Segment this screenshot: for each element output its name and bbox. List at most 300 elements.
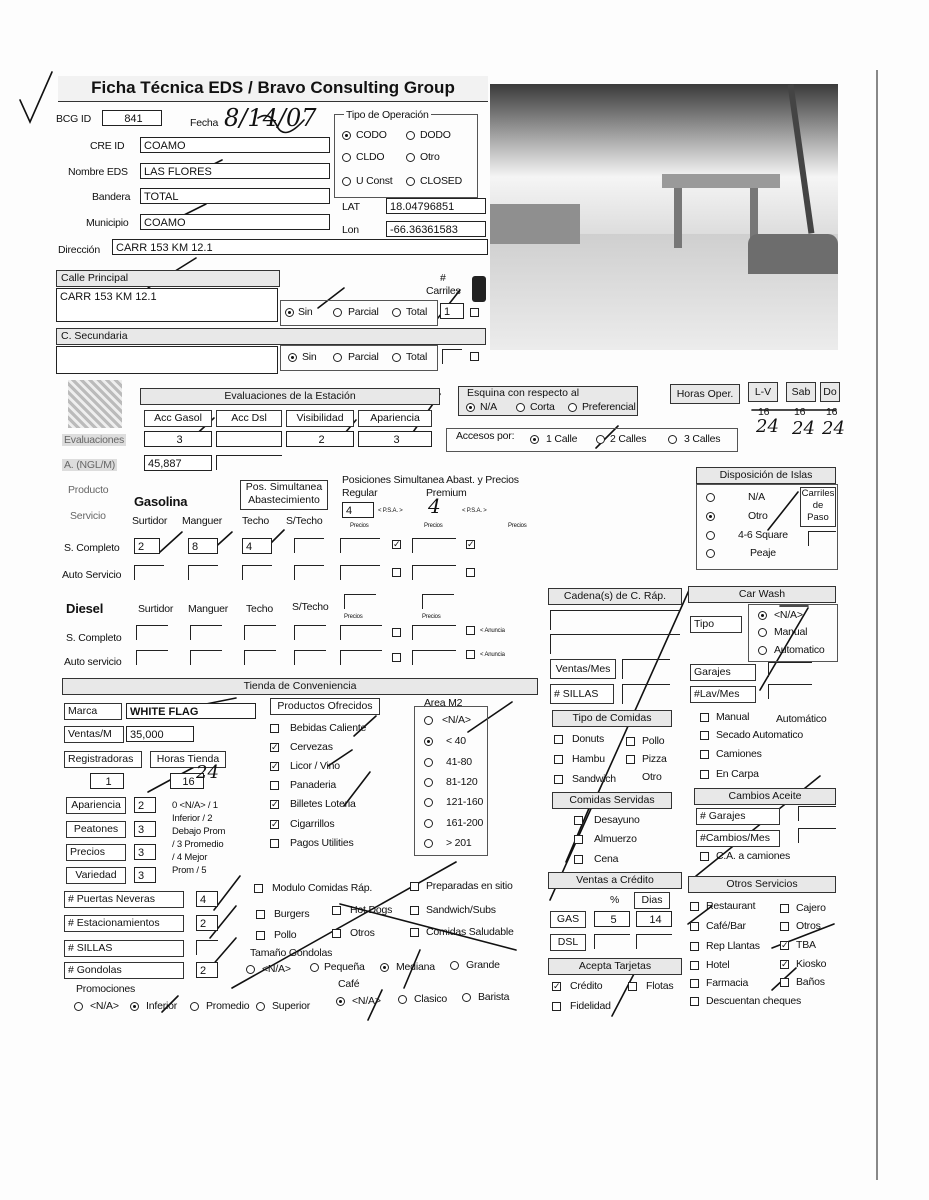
prod-cigarrillos-label: Cigarrillos bbox=[290, 818, 335, 830]
esquina-na-radio[interactable] bbox=[466, 403, 475, 412]
area-41-radio[interactable] bbox=[424, 758, 433, 767]
closed-radio[interactable] bbox=[406, 177, 415, 186]
promo-inferior-radio[interactable] bbox=[130, 1002, 139, 1011]
horas-sab-header: Sab bbox=[786, 382, 816, 402]
premium-label: Premium bbox=[426, 487, 467, 499]
gas-sc-premium[interactable] bbox=[412, 538, 456, 553]
otros-tba-check[interactable]: ✓ bbox=[781, 940, 789, 950]
cw-camiones-label: Camiones bbox=[716, 748, 762, 760]
calle-secundaria-header: C. Secundaria bbox=[56, 328, 486, 345]
horas-lv-value[interactable]: 16 bbox=[758, 406, 770, 418]
esquina-corta-radio[interactable] bbox=[516, 403, 525, 412]
otros-banos-check[interactable] bbox=[780, 978, 789, 987]
secundaria-sin-radio[interactable] bbox=[288, 353, 297, 362]
tam-mediana-radio[interactable] bbox=[380, 963, 389, 972]
dsl-precios-label-2: Precios bbox=[422, 614, 441, 620]
prod-billetes-check[interactable]: ✓ bbox=[271, 799, 279, 809]
area-na-radio[interactable] bbox=[424, 716, 433, 725]
horas-lv-handwritten: 24 bbox=[756, 416, 779, 437]
carwash-lav-field[interactable] bbox=[768, 684, 812, 699]
aceite-cambios-field[interactable] bbox=[798, 828, 836, 843]
prod-bebidas-check[interactable] bbox=[270, 724, 279, 733]
cafe-barista-radio[interactable] bbox=[462, 993, 471, 1002]
producto-label: Producto bbox=[68, 484, 109, 496]
otros-cajero-label: Cajero bbox=[796, 902, 826, 914]
carwash-na-label: <N/A> bbox=[774, 609, 803, 621]
calle-principal-field[interactable]: CARR 153 KM 12.1 bbox=[56, 288, 278, 322]
gas-credito-dias[interactable]: 14 bbox=[636, 911, 672, 927]
prod-licor-label: Licor / Vino bbox=[290, 760, 340, 772]
tarjeta-fidelidad-check[interactable] bbox=[552, 1002, 561, 1011]
islas-square-label: 4-6 Square bbox=[738, 529, 788, 541]
estac-field[interactable]: 2 bbox=[196, 915, 218, 931]
dsl-sc-price1[interactable] bbox=[340, 625, 382, 640]
dsl-manguer-col: Manguer bbox=[188, 603, 229, 615]
cadena-field-2[interactable] bbox=[550, 634, 680, 654]
evaluaciones-header: Evaluaciones de la Estación bbox=[140, 388, 440, 405]
islas-carriles-field[interactable] bbox=[808, 531, 836, 546]
otro-cadena-label: Otro bbox=[642, 771, 662, 783]
pollo-tienda-label: Pollo bbox=[274, 929, 297, 941]
islas-header: Disposición de Islas bbox=[696, 467, 836, 484]
area-81-radio[interactable] bbox=[424, 778, 433, 787]
accesos-1calle-radio[interactable] bbox=[530, 435, 539, 444]
otros-otros-check[interactable] bbox=[780, 922, 789, 931]
dsl-as-anuncia-check[interactable] bbox=[466, 650, 475, 659]
dsl-as-manguer[interactable] bbox=[190, 650, 222, 665]
acc-dsl-field[interactable] bbox=[216, 431, 282, 447]
prod-panaderia-check[interactable] bbox=[270, 781, 279, 790]
area-161-radio[interactable] bbox=[424, 819, 433, 828]
otros-restaurant-check[interactable] bbox=[690, 902, 699, 911]
adt-extra-field[interactable] bbox=[216, 455, 282, 470]
pollo-cadena-check[interactable] bbox=[626, 737, 635, 746]
carwash-header: Car Wash bbox=[688, 586, 836, 603]
tarjeta-credito-check[interactable]: ✓ bbox=[553, 981, 561, 991]
marca-field[interactable]: WHITE FLAG bbox=[126, 703, 256, 719]
hambu-check[interactable] bbox=[554, 755, 563, 764]
dsl-sc-anuncia-check[interactable] bbox=[466, 626, 475, 635]
logo-thumbnail bbox=[68, 380, 122, 428]
cldo-radio[interactable] bbox=[342, 153, 351, 162]
secundaria-extra-check[interactable] bbox=[470, 352, 479, 361]
productos-header: Productos Ofrecidos bbox=[270, 698, 380, 715]
dsl-autoservicio-label: Auto servicio bbox=[64, 656, 122, 668]
islas-otro-radio[interactable] bbox=[706, 512, 715, 521]
pizza-label: Pizza bbox=[642, 753, 667, 765]
carriles-secundaria-field[interactable] bbox=[442, 349, 462, 364]
carwash-auto-radio[interactable] bbox=[758, 646, 767, 655]
otro-op-radio[interactable] bbox=[406, 153, 415, 162]
puertas-field[interactable]: 4 bbox=[196, 891, 218, 907]
otros-cajero-check[interactable] bbox=[780, 904, 789, 913]
promo-superior-label: Superior bbox=[272, 1000, 311, 1012]
carriles-principal-field[interactable]: 1 bbox=[440, 303, 464, 319]
gas-manguer-col: Manguer bbox=[182, 515, 223, 527]
gas-sc-check2[interactable]: ✓ bbox=[467, 539, 475, 549]
gas-as-check1[interactable] bbox=[392, 568, 401, 577]
otros-llantas-label: Rep Llantas bbox=[706, 940, 760, 952]
cw-manual-label: Manual bbox=[716, 711, 750, 723]
gas-as-techo[interactable] bbox=[242, 565, 272, 580]
gas-sc-manguer[interactable]: 8 bbox=[188, 538, 218, 554]
dsl-as-surtidor[interactable] bbox=[136, 650, 168, 665]
precios-tienda-field[interactable]: 3 bbox=[134, 844, 156, 860]
cafe-na-radio[interactable] bbox=[336, 997, 345, 1006]
precios-tienda-label: Precios bbox=[66, 844, 126, 861]
carwash-garajes-field[interactable] bbox=[768, 662, 812, 677]
tipo-operacion-title: Tipo de Operación bbox=[346, 109, 429, 121]
secundaria-parcial-label: Parcial bbox=[348, 351, 379, 363]
bandera-field[interactable]: TOTAL bbox=[140, 188, 330, 204]
cena-check[interactable] bbox=[574, 855, 583, 864]
registradoras-field[interactable]: 1 bbox=[90, 773, 124, 789]
otros-hotel-label: Hotel bbox=[706, 959, 730, 971]
dsl-sc-check1[interactable] bbox=[392, 628, 401, 637]
prod-pagos-label: Pagos Utilities bbox=[290, 837, 354, 849]
nombre-eds-field[interactable]: LAS FLORES bbox=[140, 163, 330, 179]
cre-id-field[interactable]: COAMO bbox=[140, 137, 330, 153]
legend-line-3: Debajo Prom bbox=[172, 826, 226, 837]
esquina-preferencial-radio[interactable] bbox=[568, 403, 577, 412]
area-201-radio[interactable] bbox=[424, 839, 433, 848]
otros-restaurant-label: Restaurant bbox=[706, 900, 756, 912]
horas-tienda-handwritten: 24 bbox=[196, 762, 219, 783]
visibilidad-header: Visibilidad bbox=[286, 410, 354, 427]
dsl-sc-anuncia-label: < Anuncia bbox=[480, 628, 505, 634]
horas-dom-value[interactable]: 16 bbox=[826, 406, 838, 418]
cadena-ventas-field[interactable] bbox=[622, 659, 670, 679]
dsl-sc-surtidor[interactable] bbox=[136, 625, 168, 640]
islas-square-radio[interactable] bbox=[706, 531, 715, 540]
otros-cheques-label: Descuentan cheques bbox=[706, 995, 802, 1007]
cadena-header: Cadena(s) de C. Ráp. bbox=[548, 588, 682, 605]
promo-promedio-label: Promedio bbox=[206, 1000, 250, 1012]
fecha-handwritten: 8/14/07 bbox=[224, 104, 317, 132]
uconst-label: U Const bbox=[356, 175, 393, 187]
premium-psa-label: < P.S.A. > bbox=[462, 508, 487, 514]
tam-grande-radio[interactable] bbox=[450, 961, 459, 970]
bcg-id-field[interactable]: 841 bbox=[102, 110, 162, 126]
aceite-cambios-label: #Cambios/Mes bbox=[696, 830, 780, 847]
gas-autoservicio-label: Auto Servicio bbox=[62, 569, 122, 581]
dsl-as-price1[interactable] bbox=[340, 650, 382, 665]
horas-tienda-field[interactable]: 16 bbox=[170, 773, 204, 789]
codo-radio[interactable] bbox=[342, 131, 351, 140]
gondolas-label: # Gondolas bbox=[64, 962, 184, 979]
modulo-check[interactable] bbox=[254, 884, 263, 893]
closed-label: CLOSED bbox=[420, 175, 462, 187]
otros-tienda-check[interactable] bbox=[332, 929, 341, 938]
area-na-label: <N/A> bbox=[442, 714, 471, 726]
cafe-clasico-radio[interactable] bbox=[398, 995, 407, 1004]
donuts-label: Donuts bbox=[572, 733, 605, 745]
legend-line-4: / 3 Promedio bbox=[172, 839, 224, 850]
uconst-radio[interactable] bbox=[342, 177, 351, 186]
legend-line-1: 0 <N/A> / 1 bbox=[172, 800, 218, 811]
lon-field[interactable]: -66.36361583 bbox=[386, 221, 486, 237]
aceite-garajes-field[interactable] bbox=[798, 806, 836, 821]
promo-na-label: <N/A> bbox=[90, 1000, 119, 1012]
tarjeta-fidelidad-label: Fidelidad bbox=[570, 1000, 611, 1012]
gondolas-field[interactable]: 2 bbox=[196, 962, 218, 978]
dsl-price1-field[interactable] bbox=[344, 594, 376, 609]
islas-peaje-radio[interactable] bbox=[706, 549, 715, 558]
prod-licor-check[interactable]: ✓ bbox=[271, 761, 279, 771]
dsl-surtidor-col: Surtidor bbox=[138, 603, 174, 615]
marca-label: Marca bbox=[64, 703, 122, 720]
promo-promedio-radio[interactable] bbox=[190, 1002, 199, 1011]
otros-farmacia-check[interactable] bbox=[690, 979, 699, 988]
promo-inferior-label: Inferior bbox=[146, 1000, 178, 1012]
credito-header: Ventas a Crédito bbox=[548, 872, 682, 889]
dsl-credito-dias[interactable] bbox=[636, 934, 672, 949]
pos-precios-title: Posiciones Simultanea Abast. y Precios bbox=[342, 474, 519, 486]
preparadas-check[interactable] bbox=[410, 882, 419, 891]
promo-na-radio[interactable] bbox=[74, 1002, 83, 1011]
prod-billetes-label: Billetes Loteria bbox=[290, 798, 356, 810]
codo-label: CODO bbox=[356, 129, 387, 141]
principal-parcial-label: Parcial bbox=[348, 306, 379, 318]
dsl-credito-pct[interactable] bbox=[594, 934, 630, 949]
area-121-label: 121-160 bbox=[446, 796, 484, 808]
comidas-servidas-header: Comidas Servidas bbox=[552, 792, 672, 809]
dsl-sc-price2[interactable] bbox=[412, 625, 456, 640]
direccion-field[interactable]: CARR 153 KM 12.1 bbox=[112, 239, 488, 255]
tam-gondolas-title: Tamaño Gondolas bbox=[250, 947, 333, 959]
calle-principal-header: Calle Principal bbox=[56, 270, 280, 287]
aceite-camiones-label: C.A. a camiones bbox=[716, 850, 791, 862]
gas-stecho-col: S/Techo bbox=[286, 515, 323, 527]
horas-sab-value[interactable]: 16 bbox=[794, 406, 806, 418]
ventas-label: Ventas/M bbox=[64, 726, 124, 743]
otros-llantas-check[interactable] bbox=[690, 942, 699, 951]
gas-as-surtidor[interactable] bbox=[134, 565, 164, 580]
precios-label-2: Precios bbox=[424, 523, 443, 529]
carriles-label: Carriles bbox=[426, 285, 461, 297]
apariencia-field[interactable]: 3 bbox=[358, 431, 432, 447]
cw-secado-check[interactable] bbox=[700, 731, 709, 740]
prod-panaderia-label: Panaderia bbox=[290, 779, 337, 791]
gas-sc-stecho[interactable] bbox=[294, 538, 324, 553]
dodo-label: DODO bbox=[420, 129, 451, 141]
calle-secundaria-field[interactable] bbox=[56, 346, 278, 374]
gas-sc-surtidor[interactable]: 2 bbox=[134, 538, 160, 554]
premium-pos-handwritten: 4 bbox=[428, 494, 441, 518]
municipio-label: Municipio bbox=[86, 217, 129, 229]
sandwich-cadena-check[interactable] bbox=[554, 775, 563, 784]
carwash-garajes-label: Garajes bbox=[690, 664, 756, 681]
tarjeta-flotas-check[interactable] bbox=[628, 982, 637, 991]
peatones-field[interactable]: 3 bbox=[134, 821, 156, 837]
precios-label-3: Precios bbox=[508, 523, 527, 529]
acc-dsl-header: Acc Dsl bbox=[216, 410, 282, 427]
cafe-title: Café bbox=[338, 978, 360, 990]
tarjetas-header: Acepta Tarjetas bbox=[548, 958, 682, 975]
secundaria-total-label: Total bbox=[406, 351, 428, 363]
tam-grande-label: Grande bbox=[466, 959, 500, 971]
saludable-check[interactable] bbox=[410, 928, 419, 937]
carwash-na-radio[interactable] bbox=[758, 611, 767, 620]
hotdogs-label: Hot Dogs bbox=[350, 904, 393, 916]
lat-field[interactable]: 18.04796851 bbox=[386, 198, 486, 214]
gas-sc-check1[interactable]: ✓ bbox=[393, 539, 401, 549]
sillas-tienda-field[interactable] bbox=[196, 940, 218, 955]
hambu-label: Hambu bbox=[572, 753, 605, 765]
municipio-field[interactable]: COAMO bbox=[140, 214, 330, 230]
bcg-id-label: BCG ID bbox=[56, 113, 91, 125]
visibilidad-field[interactable]: 2 bbox=[286, 431, 354, 447]
gas-as-regular[interactable] bbox=[340, 565, 380, 580]
islas-carriles-header: Carriles de Paso bbox=[800, 487, 836, 527]
esquina-corta-label: Corta bbox=[530, 401, 555, 413]
gas-as-premium[interactable] bbox=[412, 565, 456, 580]
apariencia-tienda-field[interactable]: 2 bbox=[134, 797, 156, 813]
hotdogs-check[interactable] bbox=[332, 906, 341, 915]
puertas-label: # Puertas Neveras bbox=[64, 891, 184, 908]
tam-pequena-label: Pequeña bbox=[324, 961, 365, 973]
regular-label: Regular bbox=[342, 487, 378, 499]
pollo-tienda-check[interactable] bbox=[256, 931, 265, 940]
accesos-2calles-radio[interactable] bbox=[596, 435, 605, 444]
secundaria-total-radio[interactable] bbox=[392, 353, 401, 362]
gas-as-manguer[interactable] bbox=[188, 565, 218, 580]
dsl-sc-manguer[interactable] bbox=[190, 625, 222, 640]
area-121-radio[interactable] bbox=[424, 798, 433, 807]
principal-parcial-radio[interactable] bbox=[333, 308, 342, 317]
tam-na-radio[interactable] bbox=[246, 965, 255, 974]
cldo-label: CLDO bbox=[356, 151, 385, 163]
cafe-clasico-label: Clasico bbox=[414, 993, 448, 1005]
saludable-label: Comidas Saludable bbox=[426, 926, 514, 938]
peatones-label: Peatones bbox=[66, 821, 126, 838]
legend-line-2: Inferior / 2 bbox=[172, 813, 213, 824]
station-photo bbox=[490, 84, 838, 350]
promociones-title: Promociones bbox=[76, 983, 136, 995]
carwash-tipo-label: Tipo bbox=[690, 616, 742, 633]
area-161-label: 161-200 bbox=[446, 817, 484, 829]
sillas-tienda-label: # SILLAS bbox=[64, 940, 184, 957]
sandwich-check[interactable] bbox=[410, 906, 419, 915]
evaluaciones-row-label: Evaluaciones bbox=[64, 434, 125, 446]
cafe-na-label: <N/A> bbox=[352, 995, 381, 1007]
secundaria-sin-label: Sin bbox=[302, 351, 317, 363]
otros-kiosko-check[interactable]: ✓ bbox=[781, 959, 789, 969]
dodo-radio[interactable] bbox=[406, 131, 415, 140]
otros-cafebar-label: Café/Bar bbox=[706, 920, 746, 932]
servicio-label: Servicio bbox=[70, 510, 106, 522]
precios-label-1: Precios bbox=[350, 523, 369, 529]
otros-hotel-check[interactable] bbox=[690, 961, 699, 970]
islas-na-label: N/A bbox=[748, 491, 765, 503]
traffic-light-icon bbox=[472, 276, 486, 302]
dsl-as-anuncia-label: < Anuncia bbox=[480, 652, 505, 658]
horas-tienda-label: Horas Tienda bbox=[150, 751, 226, 768]
dsl-price2-field[interactable] bbox=[422, 594, 454, 609]
cre-id-label: CRE ID bbox=[90, 140, 125, 152]
tam-pequena-radio[interactable] bbox=[310, 963, 319, 972]
prod-cervezas-check[interactable]: ✓ bbox=[271, 742, 279, 752]
variedad-field[interactable]: 3 bbox=[134, 867, 156, 883]
otros-cafebar-check[interactable] bbox=[690, 922, 699, 931]
otros-cheques-check[interactable] bbox=[690, 997, 699, 1006]
area-lt40-radio[interactable] bbox=[424, 737, 433, 746]
otro-op-label: Otro bbox=[420, 151, 440, 163]
cw-manual-check[interactable] bbox=[700, 713, 709, 722]
principal-sin-radio[interactable] bbox=[285, 308, 294, 317]
almuerzo-check[interactable] bbox=[574, 835, 583, 844]
donuts-check[interactable] bbox=[554, 735, 563, 744]
sandwich-cadena-label: Sandwich bbox=[572, 773, 616, 785]
prod-pagos-check[interactable] bbox=[270, 839, 279, 848]
modulo-label: Modulo Comidas Ráp. bbox=[272, 882, 373, 894]
principal-total-radio[interactable] bbox=[392, 308, 401, 317]
accesos-3calles-label: 3 Calles bbox=[684, 433, 721, 445]
horas-dom-handwritten: 24 bbox=[822, 418, 845, 439]
accesos-1calle-label: 1 Calle bbox=[546, 433, 578, 445]
burgers-check[interactable] bbox=[256, 910, 265, 919]
area-title: Area M2 bbox=[424, 697, 463, 709]
desayuno-check[interactable] bbox=[574, 816, 583, 825]
cadena-field-1[interactable] bbox=[550, 610, 680, 630]
lon-label: Lon bbox=[342, 224, 359, 236]
promo-superior-radio[interactable] bbox=[256, 1002, 265, 1011]
gas-as-stecho[interactable] bbox=[294, 565, 324, 580]
islas-na-radio[interactable] bbox=[706, 493, 715, 502]
cw-automatico-label: Automático bbox=[776, 713, 827, 725]
accesos-3calles-radio[interactable] bbox=[668, 435, 677, 444]
carwash-manual-radio[interactable] bbox=[758, 628, 767, 637]
gas-sc-regular[interactable] bbox=[340, 538, 380, 553]
pollo-cadena-label: Pollo bbox=[642, 735, 665, 747]
principal-extra-check[interactable] bbox=[470, 308, 479, 317]
horas-oper-button[interactable]: Horas Oper. bbox=[670, 384, 740, 404]
cadena-sillas-field[interactable] bbox=[622, 684, 670, 704]
credito-pct-label: % bbox=[610, 894, 620, 906]
preparadas-label: Preparadas en sitio bbox=[426, 880, 513, 892]
cw-carpa-check[interactable] bbox=[700, 770, 709, 779]
dsl-as-price2[interactable] bbox=[412, 650, 456, 665]
direccion-label: Dirección bbox=[58, 244, 100, 256]
regular-pos-field[interactable]: 4 bbox=[342, 502, 374, 518]
gas-as-check2[interactable] bbox=[466, 568, 475, 577]
dsl-sc-techo[interactable] bbox=[244, 625, 276, 640]
dsl-as-techo[interactable] bbox=[244, 650, 276, 665]
aceite-garajes-label: # Garajes bbox=[696, 808, 780, 825]
dsl-sc-stecho[interactable] bbox=[294, 625, 326, 640]
gas-sc-techo[interactable]: 4 bbox=[242, 538, 272, 554]
carriles-hash: # bbox=[440, 272, 446, 284]
adt-field[interactable]: 45,887 bbox=[144, 455, 212, 471]
islas-peaje-label: Peaje bbox=[750, 547, 776, 559]
aceite-camiones-check[interactable] bbox=[700, 852, 709, 861]
dsl-as-check1[interactable] bbox=[392, 653, 401, 662]
acc-gasol-field[interactable]: 3 bbox=[144, 431, 212, 447]
pizza-check[interactable] bbox=[626, 755, 635, 764]
dsl-as-stecho[interactable] bbox=[294, 650, 326, 665]
estac-label: # Estacionamientos bbox=[64, 915, 184, 932]
islas-otro-label: Otro bbox=[748, 510, 768, 522]
otros-header: Otros Servicios bbox=[688, 876, 836, 893]
secundaria-parcial-radio[interactable] bbox=[333, 353, 342, 362]
gas-credito-pct[interactable]: 5 bbox=[594, 911, 630, 927]
lat-label: LAT bbox=[342, 201, 360, 213]
ventas-field[interactable]: 35,000 bbox=[126, 726, 194, 742]
prod-cigarrillos-check[interactable]: ✓ bbox=[271, 819, 279, 829]
otros-farmacia-label: Farmacia bbox=[706, 977, 749, 989]
cw-camiones-check[interactable] bbox=[700, 750, 709, 759]
apariencia-tienda-label: Apariencia bbox=[66, 797, 126, 814]
